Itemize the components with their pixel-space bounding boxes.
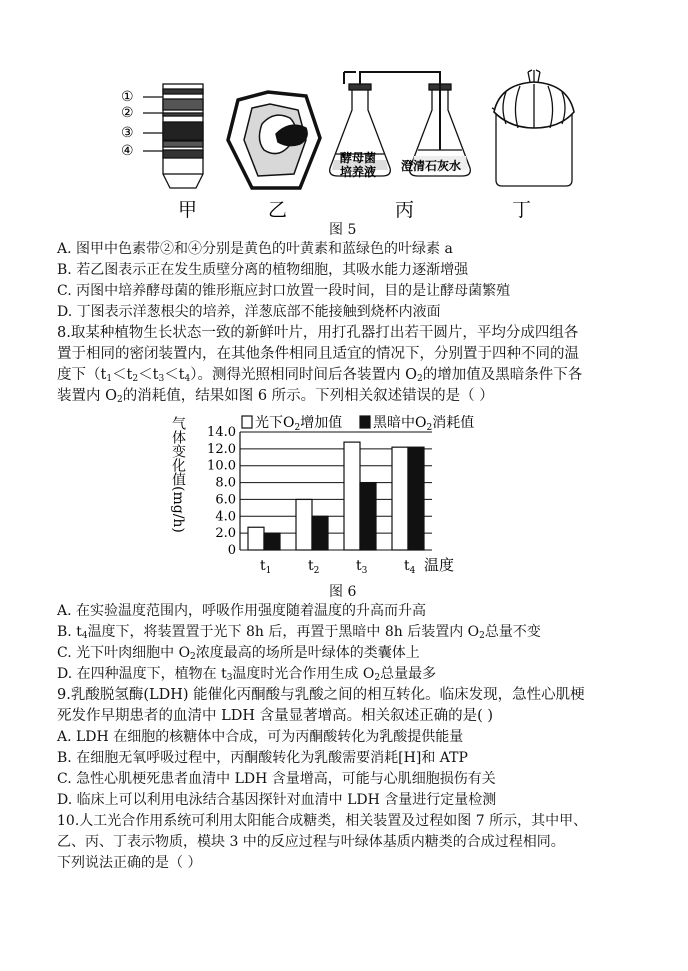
q8-stem-line1: 8.取某种植物生长状态一致的新鲜叶片，用打孔器打出若干圆片，平均分成四组各 bbox=[57, 325, 579, 341]
figure-6-bar-chart bbox=[170, 410, 480, 585]
bar-t1-dark bbox=[264, 533, 280, 550]
figure-6-caption: 图 6 bbox=[329, 584, 357, 600]
legend-swatch-1 bbox=[360, 416, 370, 428]
y-tick-label: 10.0 bbox=[207, 458, 236, 474]
bar-t3-light bbox=[344, 442, 360, 550]
x-axis-label: 温度 bbox=[424, 556, 455, 574]
bar-t4-light bbox=[392, 447, 408, 550]
chromatography-strip bbox=[143, 84, 203, 188]
y-tick-label: 2.0 bbox=[215, 526, 236, 542]
band-label-1: ① bbox=[121, 89, 134, 105]
panel-label-yi: 乙 bbox=[268, 199, 288, 221]
q8-option-b: B. $t_4$温度下，将装置置于光下 8h 后，再置于黑暗中 8h 后装置内 $O_2$总量不变 bbox=[57, 624, 541, 641]
bar-t2-light bbox=[296, 499, 312, 550]
x-tick-label: $t_1$ bbox=[260, 558, 272, 576]
q7-option-b: B. 若乙图表示正在发生质壁分离的植物细胞，其吸水能力逐渐增强 bbox=[57, 262, 469, 278]
q9-option-c: C. 急性心肌梗死患者血清中 LDH 含量增高，可能与心肌细胞损伤有关 bbox=[57, 771, 496, 787]
q7-option-c: C. 丙图中培养酵母菌的锥形瓶应封口放置一段时间，目的是让酵母菌繁殖 bbox=[57, 283, 511, 299]
q10-stem-line1: 10.人工光合作用系统可利用太阳能合成糖类，相关装置及过程如图 7 所示，其中甲、 bbox=[57, 813, 588, 829]
bar-t2-dark bbox=[312, 516, 328, 550]
y-tick-label: 14.0 bbox=[207, 425, 236, 440]
band-label-4: ④ bbox=[121, 143, 134, 159]
q8-option-c: C. 光下叶肉细胞中 $O_2$浓度最高的场所是叶绿体的类囊体上 bbox=[57, 645, 420, 662]
q9-stem-line2: 死发作早期患者的血清中 LDH 含量显著增高。相关叙述正确的是( ) bbox=[57, 708, 494, 724]
flask2-label: 澄清石灰水 bbox=[401, 159, 462, 173]
y-axis-label: 气体变化值(mg/h) bbox=[170, 416, 186, 533]
plant-cell bbox=[228, 92, 320, 188]
figure-5-caption: 图 5 bbox=[329, 222, 357, 238]
band-label-3: ③ bbox=[121, 125, 134, 141]
legend-swatch-0 bbox=[242, 416, 252, 428]
y-tick-label: 0 bbox=[227, 543, 236, 558]
band-label-2: ② bbox=[121, 105, 134, 121]
panel-label-jia: 甲 bbox=[178, 199, 198, 221]
panel-label-bing: 丙 bbox=[395, 199, 415, 221]
q10-stem-line2: 乙、丙、丁表示物质，模块 3 中的反应过程与叶绿体基质内糖类的合成过程相同。 bbox=[57, 834, 565, 850]
flask1-label-line1: 酵母菌 bbox=[340, 151, 377, 165]
flask1-label-line2: 培养液 bbox=[340, 165, 377, 179]
q8-stem-line4: 装置内 $O_2$的消耗值，结果如图 6 所示。下列相关叙述错误的是（ ） bbox=[57, 388, 494, 405]
q8-stem-line3: 度下$(t_1<t_2<t_3<t_4)$。测得光照相同时间后各装置内 $O_2$的增加值及黑暗条件下各 bbox=[57, 367, 583, 384]
y-tick-label: 4.0 bbox=[215, 509, 236, 525]
legend-label-1: 黑暗中$O_2$消耗值 bbox=[373, 415, 475, 433]
figure-5 bbox=[0, 0, 688, 240]
q8-stem-line2: 置于相同的密闭装置内，在其他条件相同且适宜的情况下，分别置于四种不同的温 bbox=[57, 346, 579, 362]
q10-stem-line3: 下列说法正确的是（ ） bbox=[57, 855, 202, 871]
bar-t3-dark bbox=[360, 483, 376, 550]
q9-option-b: B. 在细胞无氧呼吸过程中，丙酮酸转化为乳酸需要消耗[H]和 ATP bbox=[57, 750, 468, 766]
q9-option-d: D. 临床上可以利用电泳结合基因探针对血清中 LDH 含量进行定量检测 bbox=[57, 792, 497, 808]
y-tick-label: 8.0 bbox=[215, 475, 236, 491]
q9-option-a: A. LDH 在细胞的核糖体中合成，可为丙酮酸转化为乳酸提供能量 bbox=[57, 729, 464, 745]
bar-t1-light bbox=[248, 527, 264, 550]
legend-label-0: 光下$O_2$增加值 bbox=[255, 415, 343, 433]
x-tick-label: $t_2$ bbox=[308, 558, 320, 576]
q7-option-a: A. 图甲中色素带②和④分别是黄色的叶黄素和蓝绿色的叶绿素 a bbox=[57, 241, 453, 257]
x-tick-label: $t_3$ bbox=[356, 558, 368, 576]
bar-t4-dark bbox=[408, 447, 424, 550]
panel-label-ding: 丁 bbox=[512, 199, 532, 221]
onion-beaker bbox=[492, 70, 574, 186]
q7-option-d: D. 丁图表示洋葱根尖的培养，洋葱底部不能接触到烧杯内液面 bbox=[57, 304, 441, 320]
y-tick-label: 6.0 bbox=[215, 492, 236, 508]
y-tick-label: 12.0 bbox=[207, 441, 236, 457]
q8-option-a: A. 在实验温度范围内，呼吸作用强度随着温度的升高而升高 bbox=[57, 603, 427, 619]
q9-stem-line1: 9.乳酸脱氢酶(LDH) 能催化丙酮酸与乳酸之间的相互转化。临床发现，急性心肌梗 bbox=[57, 687, 585, 703]
x-tick-label: $t_4$ bbox=[404, 558, 416, 576]
q8-option-d: D. 在四种温度下，植物在 $t_3$温度时光合作用生成 $O_2$总量最多 bbox=[57, 666, 437, 683]
